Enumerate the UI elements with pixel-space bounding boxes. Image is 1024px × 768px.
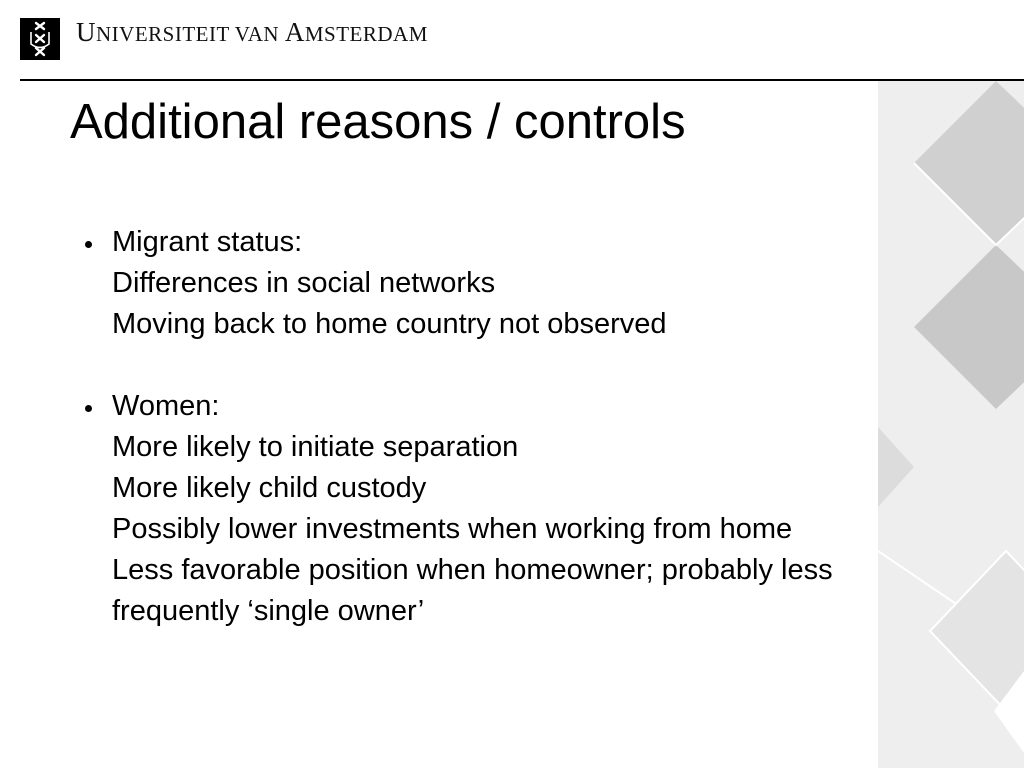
- university-name-initial-2: A: [284, 17, 305, 47]
- bullet-dot-icon: [85, 241, 92, 248]
- university-name-rest-1: NIVERSITEIT VAN: [96, 22, 285, 46]
- bullet-line: Moving back to home country not observed: [112, 308, 667, 340]
- bullet-line: Less favorable position when homeowner; probably less: [112, 554, 833, 586]
- slide-title: Additional reasons / controls: [70, 95, 686, 149]
- bullet-line: Differences in social networks: [112, 267, 496, 299]
- bullet-list: [84, 222, 984, 632]
- bullet-item-women: [84, 386, 984, 632]
- uva-crest-icon: [20, 18, 60, 60]
- bullet-line: frequently ‘single owner’: [112, 595, 425, 627]
- bullet-item-migrant-status: [84, 222, 984, 345]
- bullet-line: More likely child custody: [112, 472, 427, 504]
- university-name: [76, 18, 428, 48]
- university-name-rest-2: MSTERDAM: [304, 22, 428, 46]
- bullet-line: Possibly lower investments when working from home: [112, 513, 793, 545]
- slide-header: [0, 0, 1024, 80]
- bullet-line: More likely to initiate separation: [112, 431, 519, 463]
- bullet-heading: Women:: [112, 390, 220, 422]
- bullet-dot-icon: [85, 405, 92, 412]
- bullet-heading: Migrant status:: [112, 226, 303, 258]
- university-name-initial-1: U: [76, 17, 96, 47]
- header-divider: [20, 79, 1024, 81]
